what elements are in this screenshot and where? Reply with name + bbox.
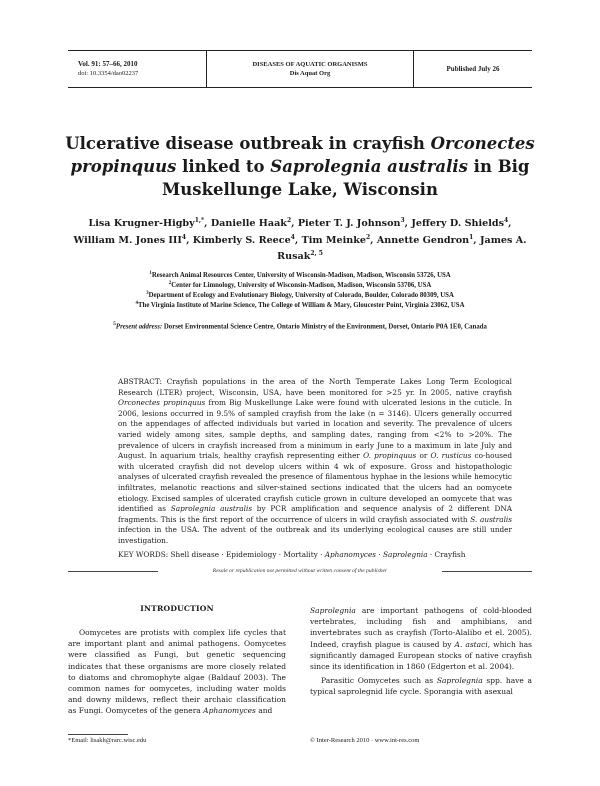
affiliation <box>60 271 540 281</box>
keyword-genus: Saprolegnia <box>382 550 428 559</box>
author-separator: , <box>204 218 211 229</box>
present-address-text: Dorset Environmental Science Centre, Ontario Ministry of the Environment, Dorset, Ontario P0A 1E0, Canada <box>162 323 487 331</box>
author-affiliation-marker: 4 <box>181 233 187 241</box>
author-name: Lisa Krugner-Higby <box>88 218 195 229</box>
author-affiliation-marker: 1 <box>469 233 474 241</box>
author-affiliation-marker: 3 <box>400 217 405 224</box>
present-address-number: 5 <box>113 321 116 327</box>
author-separator: , <box>508 218 512 229</box>
author-affiliation-marker: 2, 5 <box>310 250 323 257</box>
body-column-left <box>68 627 286 717</box>
abstract-species: S. australis <box>470 514 512 524</box>
affiliation-list <box>60 271 540 311</box>
keyword-genus: Aphanomyces <box>324 550 377 559</box>
abstract <box>118 377 512 547</box>
author-affiliation-marker: 2 <box>365 233 371 241</box>
abstract-species: Saprolegnia australis <box>170 504 253 514</box>
keywords-label: KEY WORDS: <box>118 550 169 559</box>
resale-notice <box>68 566 532 576</box>
title-part-1: Ulcerative disease outbreak in crayfish <box>65 134 431 153</box>
author-name: Pieter T. J. Johnson <box>297 218 401 229</box>
keywords-text: Shell disease · Epidemiology · Mortality · <box>168 550 325 559</box>
paragraph <box>310 675 532 697</box>
paragraph-text: Oomycetes are protists with complex life cycles that are important plant and animal pathogens. Oomycetes were classified as Fungi, but genetic sequencing indicates that these organisms are more closely related to diatoms and chromophyte algae (Baldauf 2003). The common names for oomycetes, including water molds and downy mildews, reflect their archaic classification as Fungi. Oomycetes of the genera <box>68 628 286 716</box>
journal-abbreviation: Dis Aquat Org <box>289 70 331 77</box>
author-name: Tim Meinke <box>301 234 366 246</box>
paragraph-text: Parasitic Oomycetes such as <box>321 676 437 686</box>
abstract-text: infection in the USA. The advent of the outbreak and its underlying ecological causes are still under investigation. <box>118 525 512 545</box>
affiliation-number: 3 <box>146 291 149 296</box>
abstract-text: ABSTRACT: Crayfish populations in the area of the North Temperate Lakes Long Term Ecological Research (LTER) project, Wisconsin, USA, have been monitored for >25 yr. In 2005, native crayfish <box>118 377 512 397</box>
divider <box>442 571 532 572</box>
author-name: Annette Gendron <box>376 234 470 246</box>
paragraph-text: , which has significantly damaged European stocks of native crayfish since its identification in 1860 (Edgerton et al. 2004). <box>310 639 532 672</box>
copyright-notice: © Inter-Research 2010 · www.int-res.com <box>310 737 420 744</box>
keywords <box>118 550 512 560</box>
section-heading-introduction: INTRODUCTION <box>140 604 214 613</box>
author-separator: , <box>370 234 377 246</box>
corresponding-email[interactable]: *Email: lisakh@rarc.wisc.edu <box>68 737 147 744</box>
author-separator: , <box>186 234 193 246</box>
divider <box>68 571 158 572</box>
affiliation <box>60 281 540 291</box>
author-list <box>70 216 530 266</box>
author-separator: , <box>294 234 302 246</box>
author-name: William M. Jones III <box>73 234 182 246</box>
paragraph <box>68 627 286 717</box>
author-name: Danielle Haak <box>210 218 287 229</box>
genus-name: Saprolegnia <box>310 606 356 615</box>
author-name: James A. Rusak <box>277 234 527 262</box>
affiliation-text: The Virginia Institute of Marine Science, The College of William & Mary, Gloucester Point, Virginia 23062, USA <box>138 302 465 309</box>
abstract-text: co-housed with ulcerated crayfish did not develop ulcers within 4 wk of exposure. Gross and histopathologic analyses of ulcerated crayfish revealed the presence of filamentous hyphae in the lesions while hemocytic infiltrates, melanotic reactions and silver-stained sections indicated that the ulcers had an oomycete etiology. Excised samples of ulcerated crayfish cuticle grown in culture developed an oomycete that was identified as <box>118 451 513 514</box>
affiliation-text: Department of Ecology and Evolutionary Biology, University of Colorado, Boulder, Colorado 80309, USA <box>148 292 454 299</box>
journal-name: DISEASES OF AQUATIC ORGANISMS <box>252 61 368 68</box>
affiliation <box>60 301 540 311</box>
affiliation-text: Center for Limnology, University of Wisconsin-Madison, Madison, Wisconsin 53706, USA <box>171 282 432 289</box>
abstract-text: from Big Muskellunge Lake were found with ulcerated lesions in the cuticle. In 2006, lesions occurred in 9.5% of sampled crayfish from the lake (n = 3146). Ulcers generally occurred on the appendages of affected individuals but varied in location and severity. The prevalence of ulcers varied widely among sites, sample depths, and sampling dates, ranging from <2% to >20%. The prevalence of ulcers in crayfish increased from a minimum in early June to a maximum in late July and August. In aquarium trials, healthy crayfish representing either <box>118 398 512 461</box>
abstract-text: or <box>416 451 431 461</box>
title-species-1: Orconectes propinquus <box>70 134 535 176</box>
paragraph-text: and <box>255 706 273 716</box>
paragraph-text: spp. have a typical saprolegnid life cycle. Sporangia with asexual <box>310 676 532 697</box>
title-part-2: linked to <box>176 157 271 176</box>
body-column-right <box>310 605 532 698</box>
affiliation-number: 4 <box>135 301 138 306</box>
affiliation <box>60 291 540 301</box>
author-separator: , <box>404 218 412 229</box>
author-name: Jeffery D. Shields <box>411 218 504 229</box>
author-affiliation-marker: 4 <box>290 233 295 241</box>
author-name: Kimberly S. Reece <box>192 234 291 246</box>
affiliation-number: 1 <box>149 271 152 276</box>
affiliation-text: Research Animal Resources Center, University of Wisconsin-Madison, Madison, Wisconsin 53726, USA <box>151 272 451 279</box>
journal-name-block <box>206 51 414 87</box>
keywords-text: · <box>376 550 383 559</box>
abstract-species: O. rusticus <box>430 451 472 461</box>
author-affiliation-marker: 2 <box>286 217 292 224</box>
affiliation-number: 2 <box>168 281 172 286</box>
paper-title <box>60 132 540 201</box>
volume-text: Vol. 91: 57–66, 2010 <box>78 60 138 68</box>
footnote-divider <box>68 734 128 735</box>
present-address-label: Present address: <box>115 323 163 331</box>
resale-text: Resale or republication not permitted without written consent of the publisher <box>212 568 388 574</box>
publication-date-block <box>414 51 532 87</box>
keywords-text: · Crayfish <box>427 550 466 559</box>
author-affiliation-marker: 4 <box>503 217 509 224</box>
genus-name: Saprolegnia <box>436 676 483 686</box>
genus-name: Aphanomyces <box>203 706 256 716</box>
volume-info <box>68 51 206 87</box>
title-part-3: in Big Muskellunge Lake, Wisconsin <box>162 157 530 199</box>
abstract-text: by PCR amplification and sequence analysis of 2 different DNA fragments. This is the first report of the occurrence of ulcers in wild crayfish associated with <box>118 504 512 524</box>
journal-header <box>68 50 532 88</box>
abstract-species: O. propinquus <box>363 451 417 461</box>
paragraph-text: are important pathogens of cold-blooded vertebrates, including fish and amphibians, and invertebrates such as crayfish (Torto-Alalibo et el. 2005). Indeed, crayfish plague is caused by <box>310 606 532 649</box>
present-address <box>60 319 540 332</box>
doi-text: doi: 10.3354/dao02237 <box>78 70 139 77</box>
species-name: A. astaci <box>454 639 488 649</box>
paragraph <box>310 605 532 672</box>
abstract-species: Orconectes propinquus <box>118 398 206 408</box>
author-separator: , <box>473 234 480 246</box>
author-affiliation-marker: 1,* <box>194 217 205 224</box>
author-separator: , <box>291 218 298 229</box>
title-species-2: Saprolegnia australis <box>270 157 468 176</box>
publication-date: Published July 26 <box>446 65 500 73</box>
